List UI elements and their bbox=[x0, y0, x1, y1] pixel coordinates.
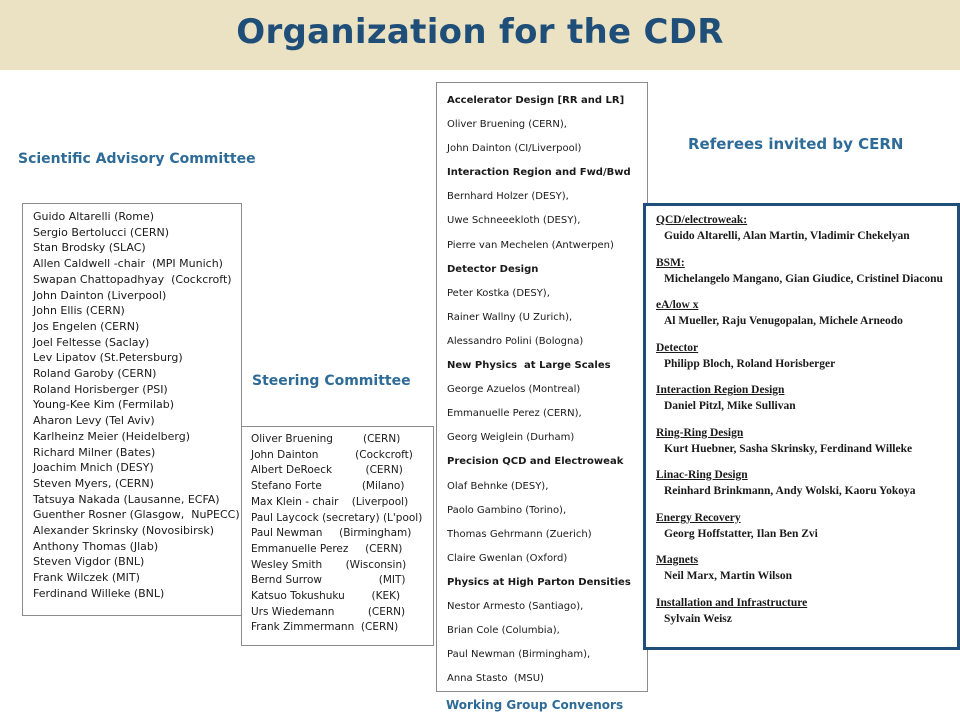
working-group-title: Precision QCD and Electroweak bbox=[447, 456, 624, 468]
steering-committee-list bbox=[251, 432, 433, 636]
committee-member: Roland Garoby (CERN) bbox=[33, 367, 157, 381]
referee-category: eA/low x bbox=[656, 299, 699, 311]
referee-names: Philipp Bloch, Roland Horisberger bbox=[664, 357, 836, 370]
referee-names: Georg Hoffstatter, Ilan Ben Zvi bbox=[664, 527, 818, 540]
working-groups-caption: Working Group Convenors bbox=[446, 698, 624, 712]
convenor-name: Anna Stasto (MSU) bbox=[447, 673, 544, 685]
convenor-name: Rainer Wallny (U Zurich), bbox=[447, 311, 573, 323]
committee-member: Stefano Forte (Milano) bbox=[251, 480, 405, 493]
referee-names: Sylvain Weisz bbox=[664, 612, 732, 625]
committee-member: Joachim Mnich (DESY) bbox=[33, 461, 154, 475]
committee-member: Lev Lipatov (St.Petersburg) bbox=[33, 351, 183, 365]
referees-list bbox=[656, 212, 957, 627]
referee-group bbox=[656, 297, 957, 329]
referee-category: Interaction Region Design bbox=[656, 384, 785, 396]
referee-category: Magnets bbox=[656, 554, 699, 566]
referee-group bbox=[656, 340, 957, 372]
committee-member: Steven Vigdor (BNL) bbox=[33, 555, 145, 569]
working-groups-box bbox=[436, 82, 648, 692]
committee-member: John Ellis (CERN) bbox=[33, 304, 125, 318]
committee-member: Karlheinz Meier (Heidelberg) bbox=[33, 429, 191, 443]
committee-member: Frank Wilczek (MIT) bbox=[33, 571, 140, 585]
working-groups-list bbox=[447, 89, 647, 691]
committee-member: Anthony Thomas (Jlab) bbox=[33, 539, 159, 553]
committee-member: Tatsuya Nakada (Lausanne, ECFA) bbox=[33, 492, 220, 506]
referee-category: QCD/electroweak: bbox=[656, 214, 748, 226]
referee-category: Ring-Ring Design bbox=[656, 426, 744, 439]
referee-names: Daniel Pitzl, Mike Sullivan bbox=[664, 400, 796, 412]
committee-member: Swapan Chattopadhyay (Cockcroft) bbox=[33, 272, 232, 286]
convenor-name: Claire Gwenlan (Oxford) bbox=[447, 552, 568, 564]
committee-member: Joel Feltesse (Saclay) bbox=[33, 335, 150, 349]
convenor-name: Alessandro Polini (Bologna) bbox=[447, 335, 584, 347]
referee-group bbox=[656, 552, 957, 584]
committee-member: Guenther Rosner (Glasgow, NuPECC) bbox=[33, 508, 240, 522]
referees-heading: Referees invited by CERN bbox=[688, 135, 904, 153]
referee-category: BSM: bbox=[656, 256, 685, 269]
committee-member: John Dainton (Cockcroft) bbox=[251, 448, 413, 461]
convenor-name: Bernhard Holzer (DESY), bbox=[447, 191, 569, 203]
referee-group bbox=[656, 425, 957, 457]
committee-member: Roland Horisberger (PSI) bbox=[33, 382, 168, 396]
referee-names: Guido Altarelli, Alan Martin, Vladimir Chekelyan bbox=[664, 230, 910, 242]
committee-member: Allen Caldwell -chair (MPI Munich) bbox=[33, 257, 223, 271]
convenor-name: Olaf Behnke (DESY), bbox=[447, 480, 549, 492]
convenor-name: Paolo Gambino (Torino), bbox=[447, 504, 567, 516]
page-title: Organization for the CDR bbox=[236, 12, 724, 52]
working-group-title: Interaction Region and Fwd/Bwd bbox=[447, 167, 631, 179]
committee-member: Bernd Surrow (MIT) bbox=[251, 574, 406, 587]
committee-member: Aharon Levy (Tel Aviv) bbox=[33, 414, 155, 428]
convenor-name: Nestor Armesto (Santiago), bbox=[447, 600, 584, 612]
scientific-advisory-box bbox=[22, 203, 242, 616]
scientific-advisory-heading: Scientific Advisory Committee bbox=[18, 151, 256, 167]
committee-member: Paul Newman (Birmingham) bbox=[251, 527, 412, 540]
referee-group bbox=[656, 467, 957, 499]
committee-member: Steven Myers, (CERN) bbox=[33, 476, 154, 490]
committee-member: Albert DeRoeck (CERN) bbox=[251, 464, 403, 477]
convenor-name: Emmanuelle Perez (CERN), bbox=[447, 408, 582, 420]
committee-member: Wesley Smith (Wisconsin) bbox=[251, 558, 407, 571]
convenor-name: John Dainton (CI/Liverpool) bbox=[447, 143, 582, 155]
committee-member: Stan Brodsky (SLAC) bbox=[33, 241, 146, 255]
convenor-name: Paul Newman (Birmingham), bbox=[447, 649, 591, 661]
referee-names: Reinhard Brinkmann, Andy Wolski, Kaoru Yokoya bbox=[664, 485, 916, 497]
working-group-title: Accelerator Design [RR and LR] bbox=[447, 95, 625, 106]
referee-category: Installation and Infrastructure bbox=[656, 596, 808, 609]
convenor-name: Oliver Bruening (CERN), bbox=[447, 119, 567, 131]
steering-committee-box bbox=[241, 426, 434, 646]
referee-group bbox=[656, 212, 957, 244]
working-group-title: Physics at High Parton Densities bbox=[447, 576, 631, 588]
referee-group bbox=[656, 382, 957, 414]
committee-member: Oliver Bruening (CERN) bbox=[251, 433, 401, 445]
committee-member: Sergio Bertolucci (CERN) bbox=[33, 225, 169, 239]
working-group-title: Detector Design bbox=[447, 263, 539, 275]
committee-member: Frank Zimmermann (CERN) bbox=[251, 621, 399, 634]
committee-member: Young-Kee Kim (Fermilab) bbox=[33, 398, 175, 412]
working-group-title: New Physics at Large Scales bbox=[447, 360, 611, 372]
convenor-name: Georg Weiglein (Durham) bbox=[447, 432, 575, 444]
committee-member: Guido Altarelli (Rome) bbox=[33, 210, 155, 223]
convenor-name: Thomas Gehrmann (Zuerich) bbox=[447, 528, 592, 540]
referee-group bbox=[656, 255, 957, 287]
convenor-name: Brian Cole (Columbia), bbox=[447, 625, 560, 637]
referee-names: Michelangelo Mangano, Gian Giudice, Cristinel Diaconu bbox=[664, 272, 943, 285]
committee-member: Ferdinand Willeke (BNL) bbox=[33, 586, 165, 600]
committee-member: Emmanuelle Perez (CERN) bbox=[251, 542, 403, 555]
referee-group bbox=[656, 510, 957, 542]
referee-category: Linac-Ring Design bbox=[656, 469, 748, 481]
committee-member: Urs Wiedemann (CERN) bbox=[251, 605, 406, 618]
referee-names: Neil Marx, Martin Wilson bbox=[664, 570, 792, 582]
referee-names: Al Mueller, Raju Venugopalan, Michele Arneodo bbox=[664, 315, 903, 327]
referee-group bbox=[656, 595, 957, 627]
convenor-name: Uwe Schneeekloth (DESY), bbox=[447, 215, 581, 227]
committee-member: John Dainton (Liverpool) bbox=[33, 288, 167, 302]
committee-member: Paul Laycock (secretary) (L'pool) bbox=[251, 511, 423, 524]
committee-member: Alexander Skrinsky (Novosibirsk) bbox=[33, 524, 214, 538]
steering-committee-heading: Steering Committee bbox=[252, 373, 411, 389]
scientific-advisory-list bbox=[33, 209, 241, 602]
committee-member: Richard Milner (Bates) bbox=[33, 445, 156, 459]
convenor-name: Pierre van Mechelen (Antwerpen) bbox=[447, 239, 614, 251]
committee-member: Jos Engelen (CERN) bbox=[33, 319, 140, 333]
convenor-name: Peter Kostka (DESY), bbox=[447, 287, 550, 299]
referees-box bbox=[643, 203, 960, 650]
convenor-name: George Azuelos (Montreal) bbox=[447, 384, 581, 396]
referee-category: Detector bbox=[656, 341, 699, 354]
committee-member: Katsuo Tokushuku (KEK) bbox=[251, 590, 401, 603]
committee-member: Max Klein - chair (Liverpool) bbox=[251, 495, 409, 508]
referee-names: Kurt Huebner, Sasha Skrinsky, Ferdinand Willeke bbox=[664, 442, 913, 455]
referee-category: Energy Recovery bbox=[656, 511, 741, 524]
